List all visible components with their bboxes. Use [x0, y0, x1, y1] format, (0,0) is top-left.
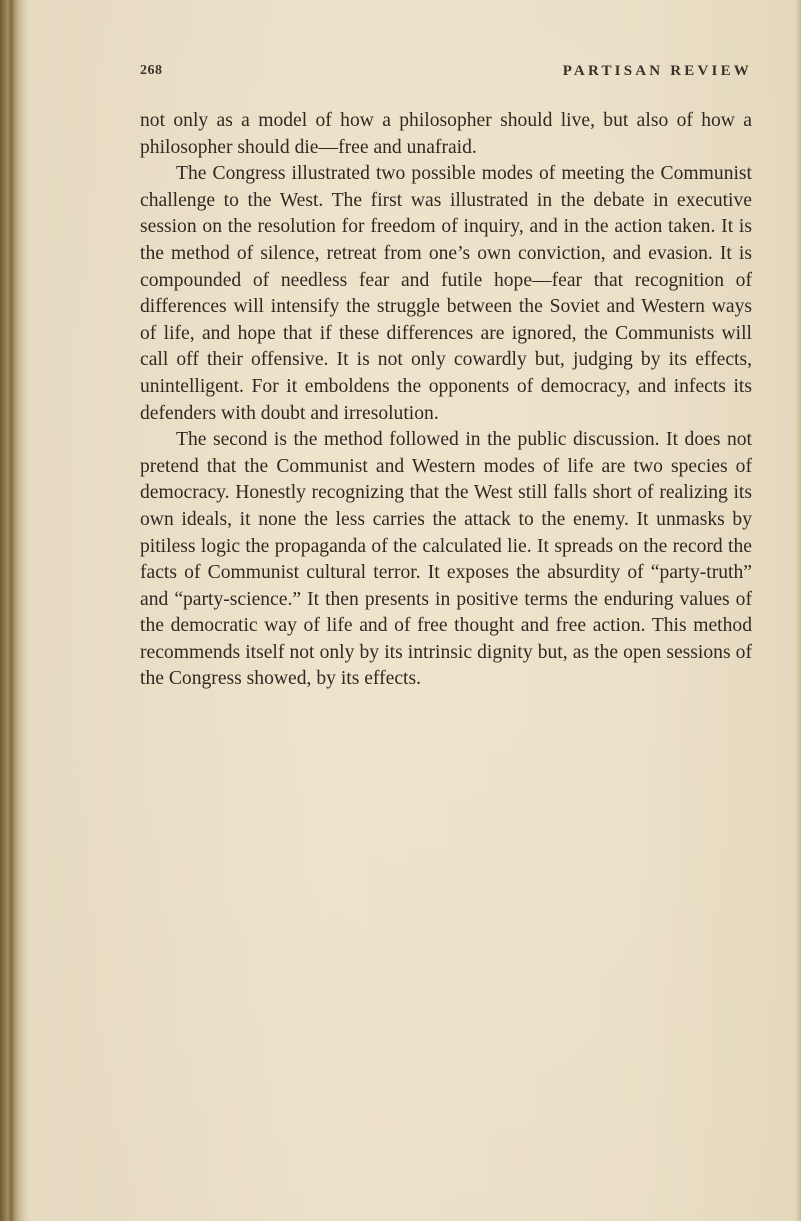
- paragraph-continued: not only as a model of how a philosopher should live, but also of how a philosopher should die—free and unafraid.: [140, 110, 752, 158]
- page-number: 268: [140, 63, 163, 78]
- paragraph: The Congress illustrated two possible modes of meeting the Communist challenge to the West. The first was illustrated in the debate in executive session on the resolution for freedom of inquiry, and in the action taken. It is the method of silence, retreat from one’s own conviction, and evasion. It is compounded of needless fear and futile hope—fear that recognition of differences will intensify the struggle between the Soviet and Western ways of life, and hope that if these differences are ignored, the Communists will call off their offensive. It is not only cowardly but, judging by its effects, unintelligent. For it emboldens the opponents of democracy, and infects its defenders with doubt and irresolution.: [140, 163, 752, 424]
- book-spine-shadow: [0, 0, 30, 1221]
- journal-title: PARTISAN REVIEW: [562, 63, 752, 79]
- paragraph: The second is the method followed in the public discussion. It does not pretend that the Communist and Western modes of life are two species of democracy. Honestly recognizing that the West still falls short of realizing its own ideals, it none the less carries the attack to the enemy. It unmasks by pitiless logic the propaganda of the calculated lie. It spreads on the record the facts of Communist cultural terror. It exposes the absurdity of “party-truth” and “party-science.” It then presents in positive terms the enduring values of the democratic way of life and of free thought and free action. This method recommends itself not only by its intrinsic dignity but, as the open sessions of the Congress showed, by its effects.: [140, 429, 752, 690]
- running-head: [140, 63, 752, 85]
- page-edge-shadow: [795, 0, 801, 1221]
- article-body: [140, 108, 752, 693]
